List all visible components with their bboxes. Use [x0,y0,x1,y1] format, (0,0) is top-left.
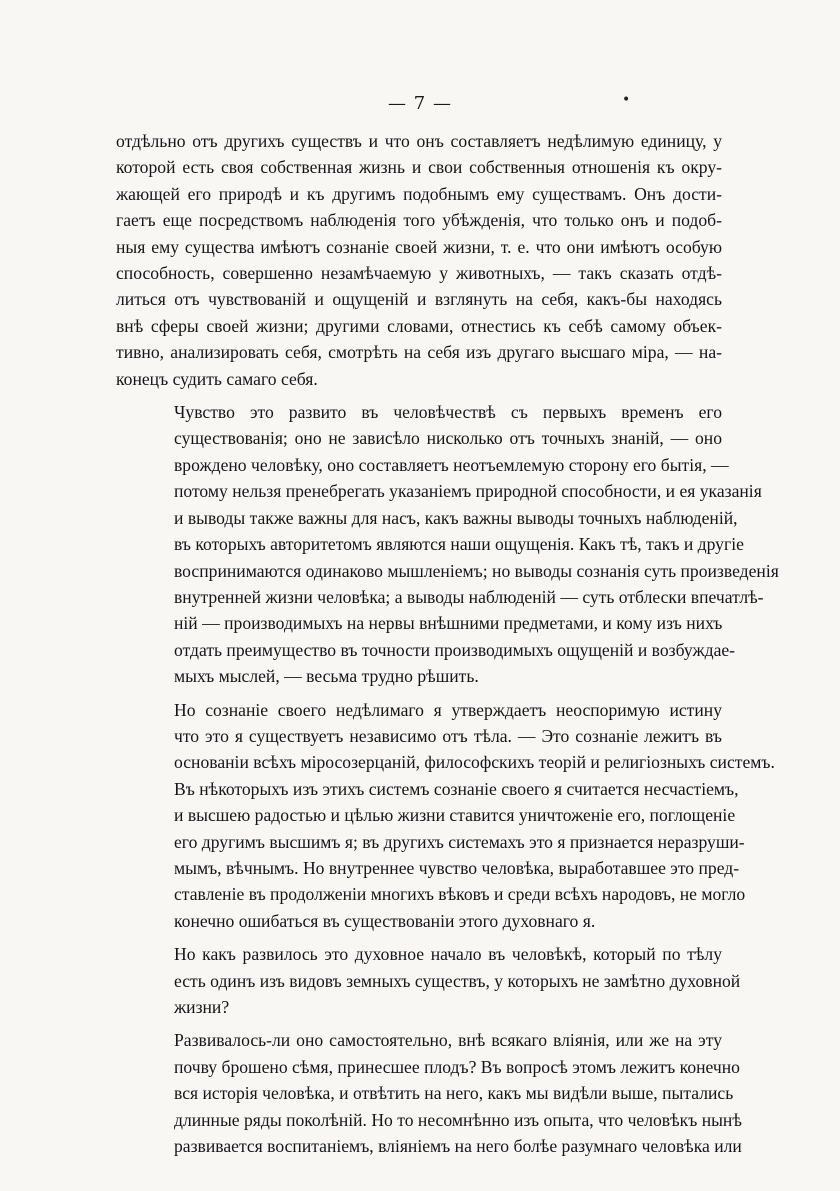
text-line: Но сознаніе своего недѣлимаго я утверждаетъ неоспоримую истину [174,699,722,720]
text-line: гаетъ еще посредствомъ наблюденія того убѣжденія, что только онъ и подоб- [116,210,722,231]
text-line: которой есть своя собственная жизнь и свои собственныя отношенія къ окру- [116,157,722,178]
text-line: Но какъ развилось это духовное начало въ человѣкѣ, который по тѣлу [174,944,722,965]
text-line: внутренней жизни человѣка; а выводы наблюденій — суть отблески впечатлѣ- [174,586,764,607]
text-line: воспринимаются одинаково мышленіемъ; но выводы сознанія суть произведенія [174,560,779,581]
text-line: внѣ сферы своей жизни; другими словами, отнестись къ себѣ самому объек- [116,315,722,336]
text-line: Развивалось-ли оно самостоятельно, внѣ всякаго вліянія, или же на эту [174,1030,722,1051]
text-line: почву брошено сѣмя, принесшее плодъ? Въ вопросѣ этомъ лежитъ конечно [174,1056,740,1077]
text-line: мыхъ мыслей, — весьма трудно рѣшить. [174,666,479,687]
paragraph-p3 [116,697,775,935]
text-line: способность, совершенно незамѣчаемую у животныхъ, — такъ сказать отдѣ- [116,263,722,284]
text-line: потому нельзя пренебрегать указаніемъ природной способности, и ея указанія [174,481,762,502]
paragraph-p4 [116,941,741,1020]
text-line: развивается воспитаніемъ, вліяніемъ на него болѣе разумнаго человѣка или [174,1136,742,1157]
text-line: конечно ошибаться въ существованіи этого духовнаго я. [174,910,596,931]
text-line: мымъ, вѣчнымъ. Но внутреннее чувство человѣка, выработавшее это пред- [174,857,740,878]
text-line: и выводы также важны для насъ, какъ важны выводы точныхъ наблюденій, [174,507,738,528]
ink-speck: • [622,92,631,108]
text-line: Въ нѣкоторыхъ изъ этихъ системъ сознаніе своего я считается несчастіемъ, [174,778,739,799]
paragraph-p5 [116,1027,742,1159]
text-line: въ которыхъ авторитетомъ являются наши ощущенія. Какъ тѣ, такъ и другіе [174,534,744,555]
text-line: отдѣльно отъ другихъ существъ и что онъ составляетъ недѣлимую единицу, у [116,131,722,151]
text-line: и высшею радостью и цѣлью жизни ставится уничтоженіе его, поглощеніе [174,805,736,826]
text-line: вся исторія человѣка, и отвѣтить на него, какъ мы видѣли выше, пытались [174,1083,734,1104]
text-line: существованія; оно не зависѣло нисколько отъ точныхъ знаній, — оно [174,428,722,449]
text-line: Чувство это развито въ человѣчествѣ съ первыхъ временъ его [174,402,722,423]
text-line: тивно, анализировать себя, смотрѣть на себя изъ другаго высшаго міра, — на- [116,342,722,363]
text-line: основаніи всѣхъ міросозерцаній, философскихъ теорій и религіозныхъ системъ. [174,752,775,773]
text-line: отдать преимущество въ точности производимыхъ ощущеній и возбуждае- [174,639,736,660]
text-line: конецъ судить самаго себя. [116,368,318,389]
body-text [116,128,779,1166]
paragraph-p1 [116,128,722,392]
text-line: ній — производимыхъ на нервы внѣшними предметами, и кому изъ нихъ [174,613,723,634]
text-line: литься отъ чувствованій и ощущеній и взглянуть на себя, какъ-бы находясь [116,289,722,310]
text-line: есть одинъ изъ видовъ земныхъ существъ, у которыхъ не замѣтно духовной [174,970,741,991]
text-line: что это я существуетъ независимо отъ тѣла. — Это сознаніе лежитъ въ [174,725,722,746]
text-line: его другимъ высшимъ я; въ другихъ системахъ это я признается неразруши- [174,831,745,852]
text-line: ставленіе въ продолженіи многихъ вѣковъ и среди всѣхъ народовъ, не могло [174,884,746,905]
text-line: ныя ему существа имѣютъ сознаніе своей жизни, т. е. что они имѣютъ особую [116,236,722,257]
text-line: врождено человѣку, оно составляетъ неотъемлемую сторону его бытія, — [174,454,729,475]
text-line: жающей его природѣ и къ другимъ подобнымъ ему существамъ. Онъ дости- [116,183,722,204]
paragraph-p2 [116,399,779,689]
text-line: жизни? [174,997,230,1017]
text-line: длинные ряды поколѣній. Но то несомнѣнно изъ опыта, что человѣкъ нынѣ [174,1109,742,1130]
page-number: — 7 — [388,93,452,114]
